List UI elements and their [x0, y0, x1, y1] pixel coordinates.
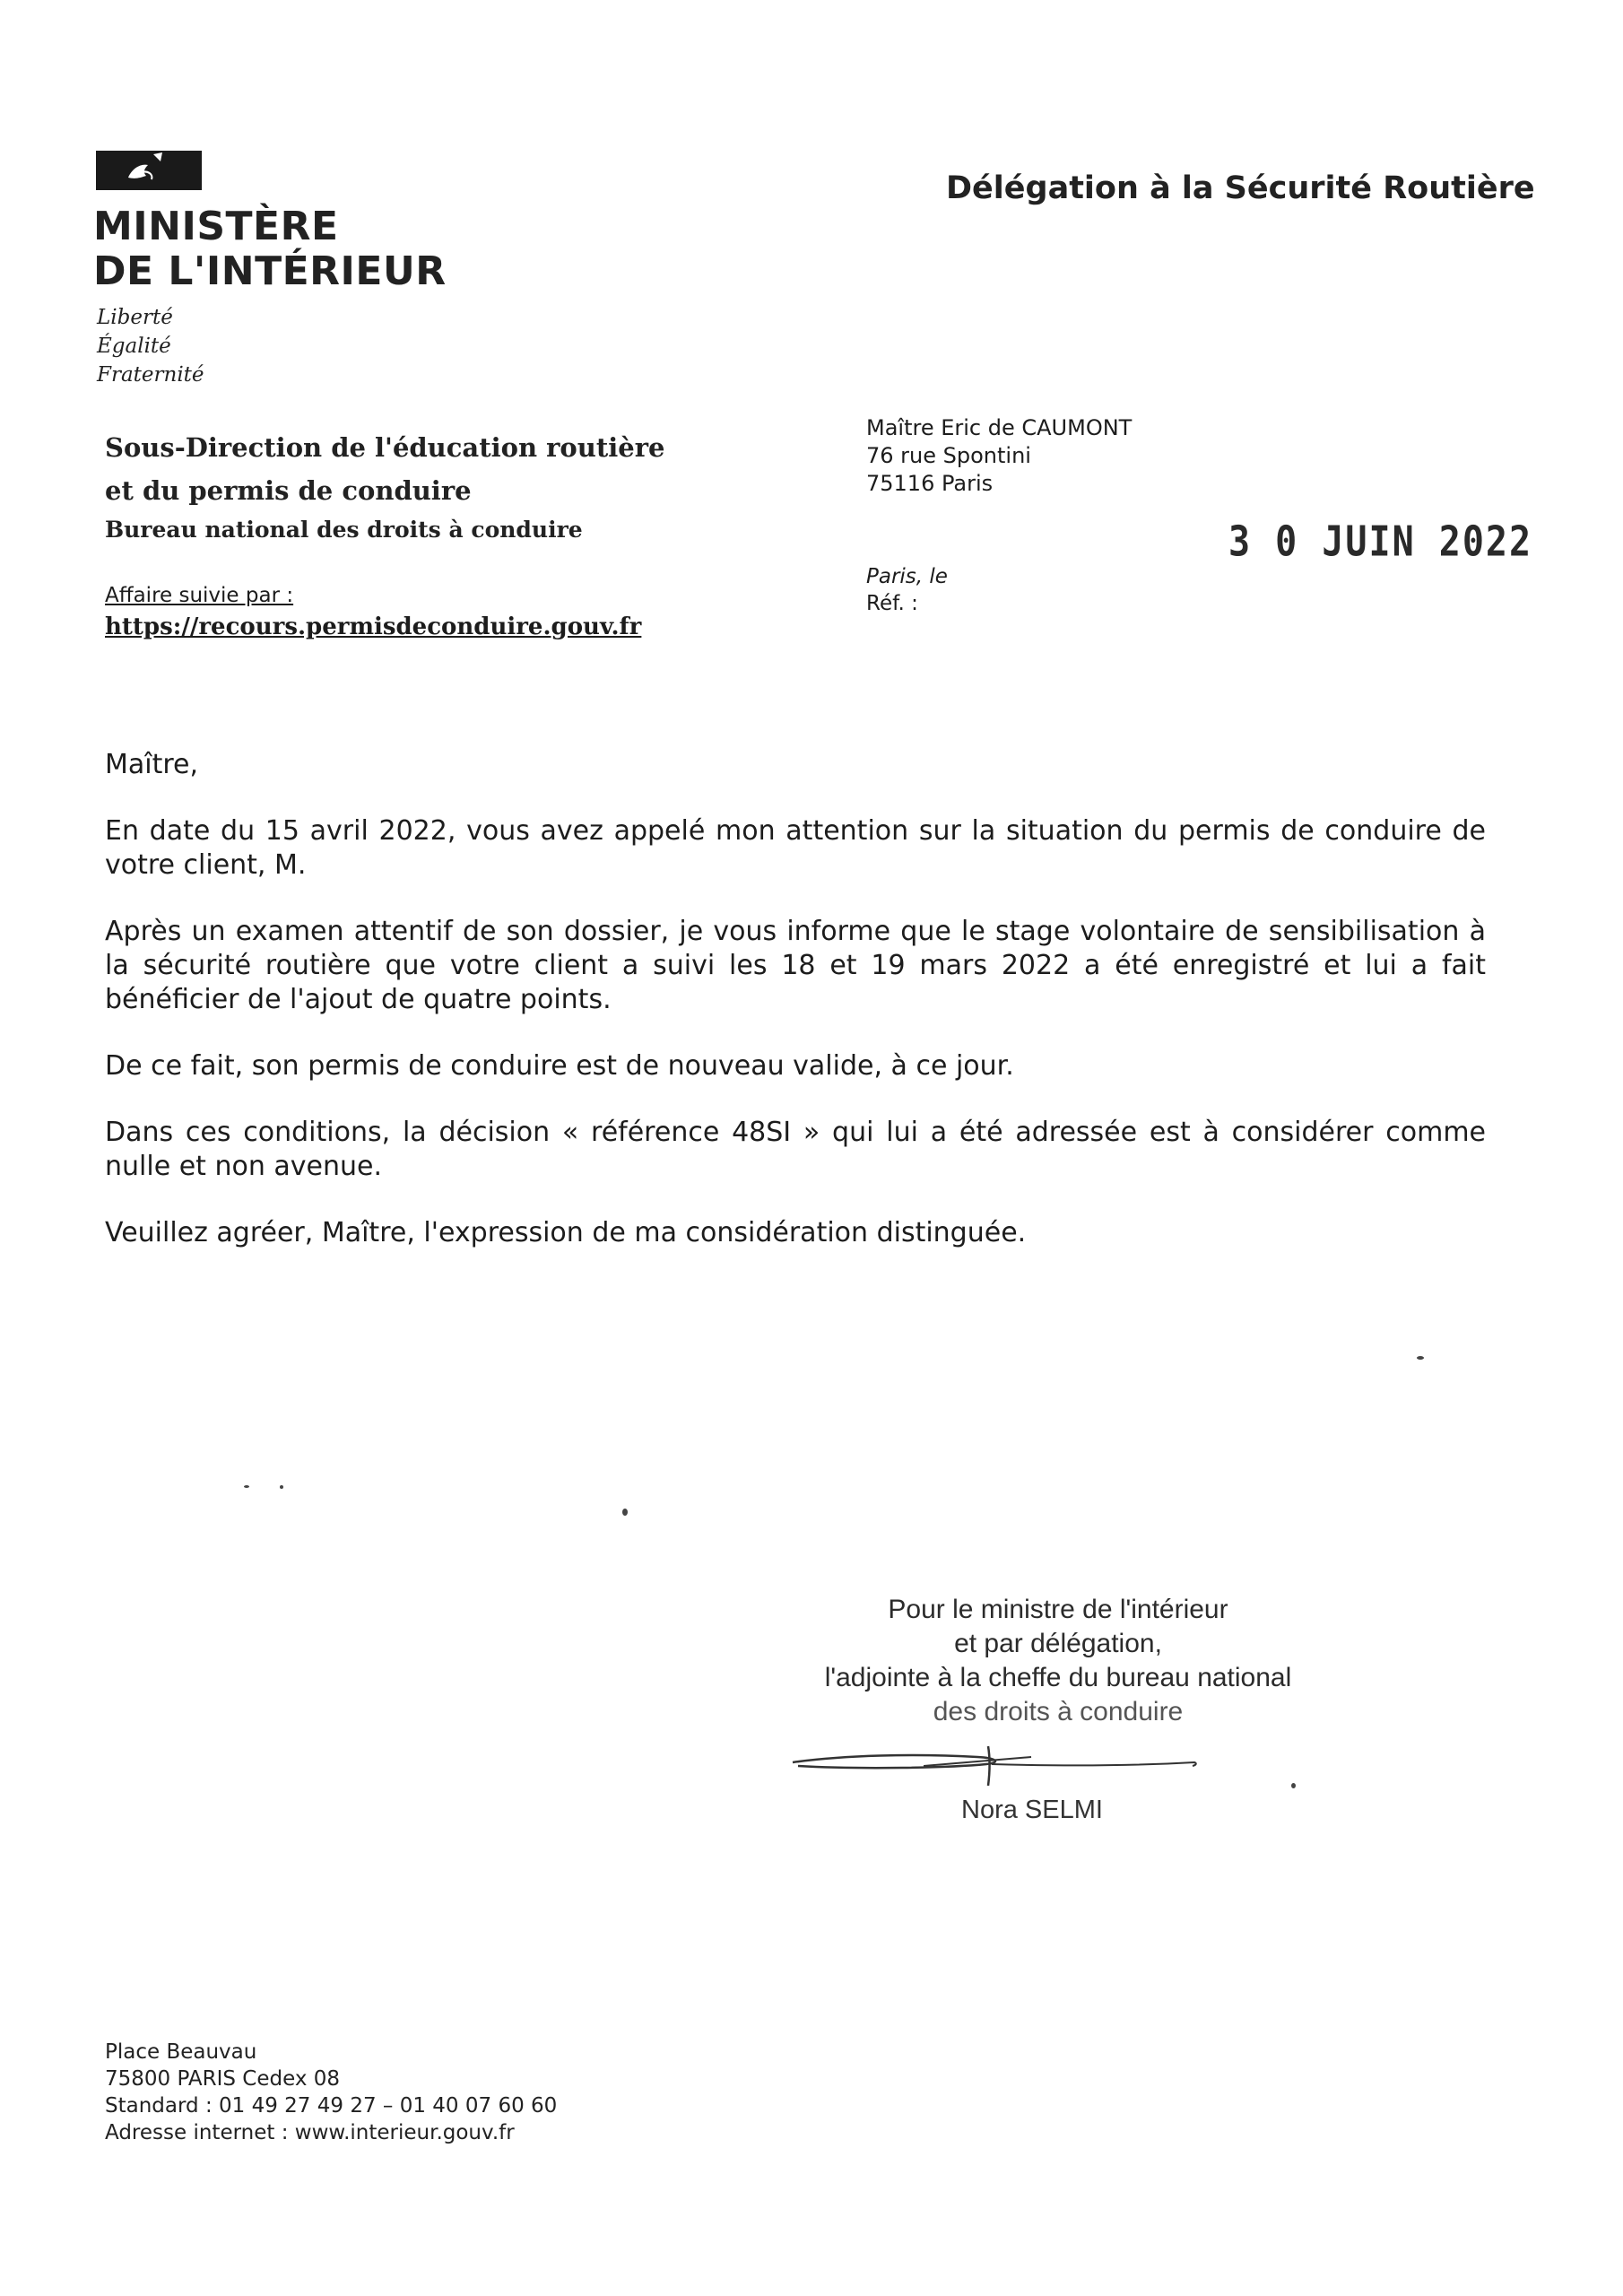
scan-speck — [280, 1485, 283, 1489]
affaire-label: Affaire suivie par : — [105, 584, 294, 607]
scan-speck — [244, 1485, 249, 1488]
marianne-logo-icon — [96, 151, 202, 190]
service-bureau: Bureau national des droits à conduire — [105, 517, 583, 543]
ministry-line-1: MINISTÈRE — [93, 204, 339, 249]
paragraph-4: Dans ces conditions, la décision « référence 48SI » qui lui a été adressée est à considérer comme nulle et non avenue. — [105, 1117, 1486, 1182]
paragraph-1: En date du 15 avril 2022, vous avez appelé mon attention sur la situation du permis de conduire de votre client, M. — [105, 815, 1486, 881]
scan-speck — [622, 1509, 628, 1516]
scan-speck — [1417, 1356, 1424, 1360]
date-stamp: 3 0 JUIN 2022 — [1228, 518, 1533, 566]
signature-line-1: Pour le ministre de l'intérieur — [888, 1595, 1228, 1624]
signature-line-2: et par délégation, — [954, 1629, 1162, 1658]
paragraph-2: Après un examen attentif de son dossier, je vous informe que le stage volontaire de sensibilisation à la sécurité routière que votre client a suivi les 18 et 19 mars 2022 a été enregistré et lui a fait bénéficier de l'ajout de quatre points. — [105, 916, 1486, 1015]
place-label: Paris, le — [866, 565, 948, 588]
closing-paragraph: Veuillez agréer, Maître, l'expression de ma considération distinguée. — [105, 1217, 1027, 1248]
ministry-line-2: DE L'INTÉRIEUR — [93, 248, 447, 294]
motto-egalite: Égalité — [97, 335, 171, 358]
service-line-2: et du permis de conduire — [105, 475, 472, 506]
recipient-city: 75116 Paris — [866, 471, 994, 496]
motto-fraternite: Fraternité — [97, 363, 204, 387]
letter-body — [105, 748, 1486, 1283]
recipient-address — [866, 414, 1132, 498]
delegation-title: Délégation à la Sécurité Routière — [946, 170, 1535, 206]
service-line-1: Sous-Direction de l'éducation routière — [105, 432, 665, 463]
footer-address-line-2: 75800 PARIS Cedex 08 — [105, 2067, 341, 2091]
footer-address-line-1: Place Beauvau — [105, 2040, 257, 2064]
reference-label: Réf. : — [866, 592, 918, 615]
signature-block — [771, 1593, 1345, 1729]
affaire-link[interactable]: https://recours.permisdeconduire.gouv.fr — [105, 613, 642, 640]
footer-phone: Standard : 01 49 27 49 27 – 01 40 07 60 60 — [105, 2094, 558, 2118]
footer-contact — [105, 2039, 557, 2146]
ministry-name — [93, 204, 447, 294]
paragraph-3: De ce fait, son permis de conduire est de nouveau valide, à ce jour. — [105, 1050, 1014, 1082]
signature-line-4: des droits à conduire — [933, 1697, 1184, 1726]
service-block — [105, 426, 664, 548]
salutation: Maître, — [105, 749, 199, 780]
scan-speck — [1291, 1783, 1296, 1788]
signature-line-3: l'adjointe à la cheffe du bureau national — [824, 1663, 1292, 1692]
motto-liberte: Liberté — [97, 306, 173, 329]
recipient-street: 76 rue Spontini — [866, 443, 1031, 468]
republic-motto — [97, 303, 204, 389]
handwritten-signature — [789, 1735, 1202, 1789]
footer-website: Adresse internet : www.interieur.gouv.fr — [105, 2121, 515, 2144]
recipient-name: Maître Eric de CAUMONT — [866, 415, 1133, 440]
signer-name: Nora SELMI — [961, 1796, 1103, 1824]
place-and-reference — [866, 563, 948, 617]
